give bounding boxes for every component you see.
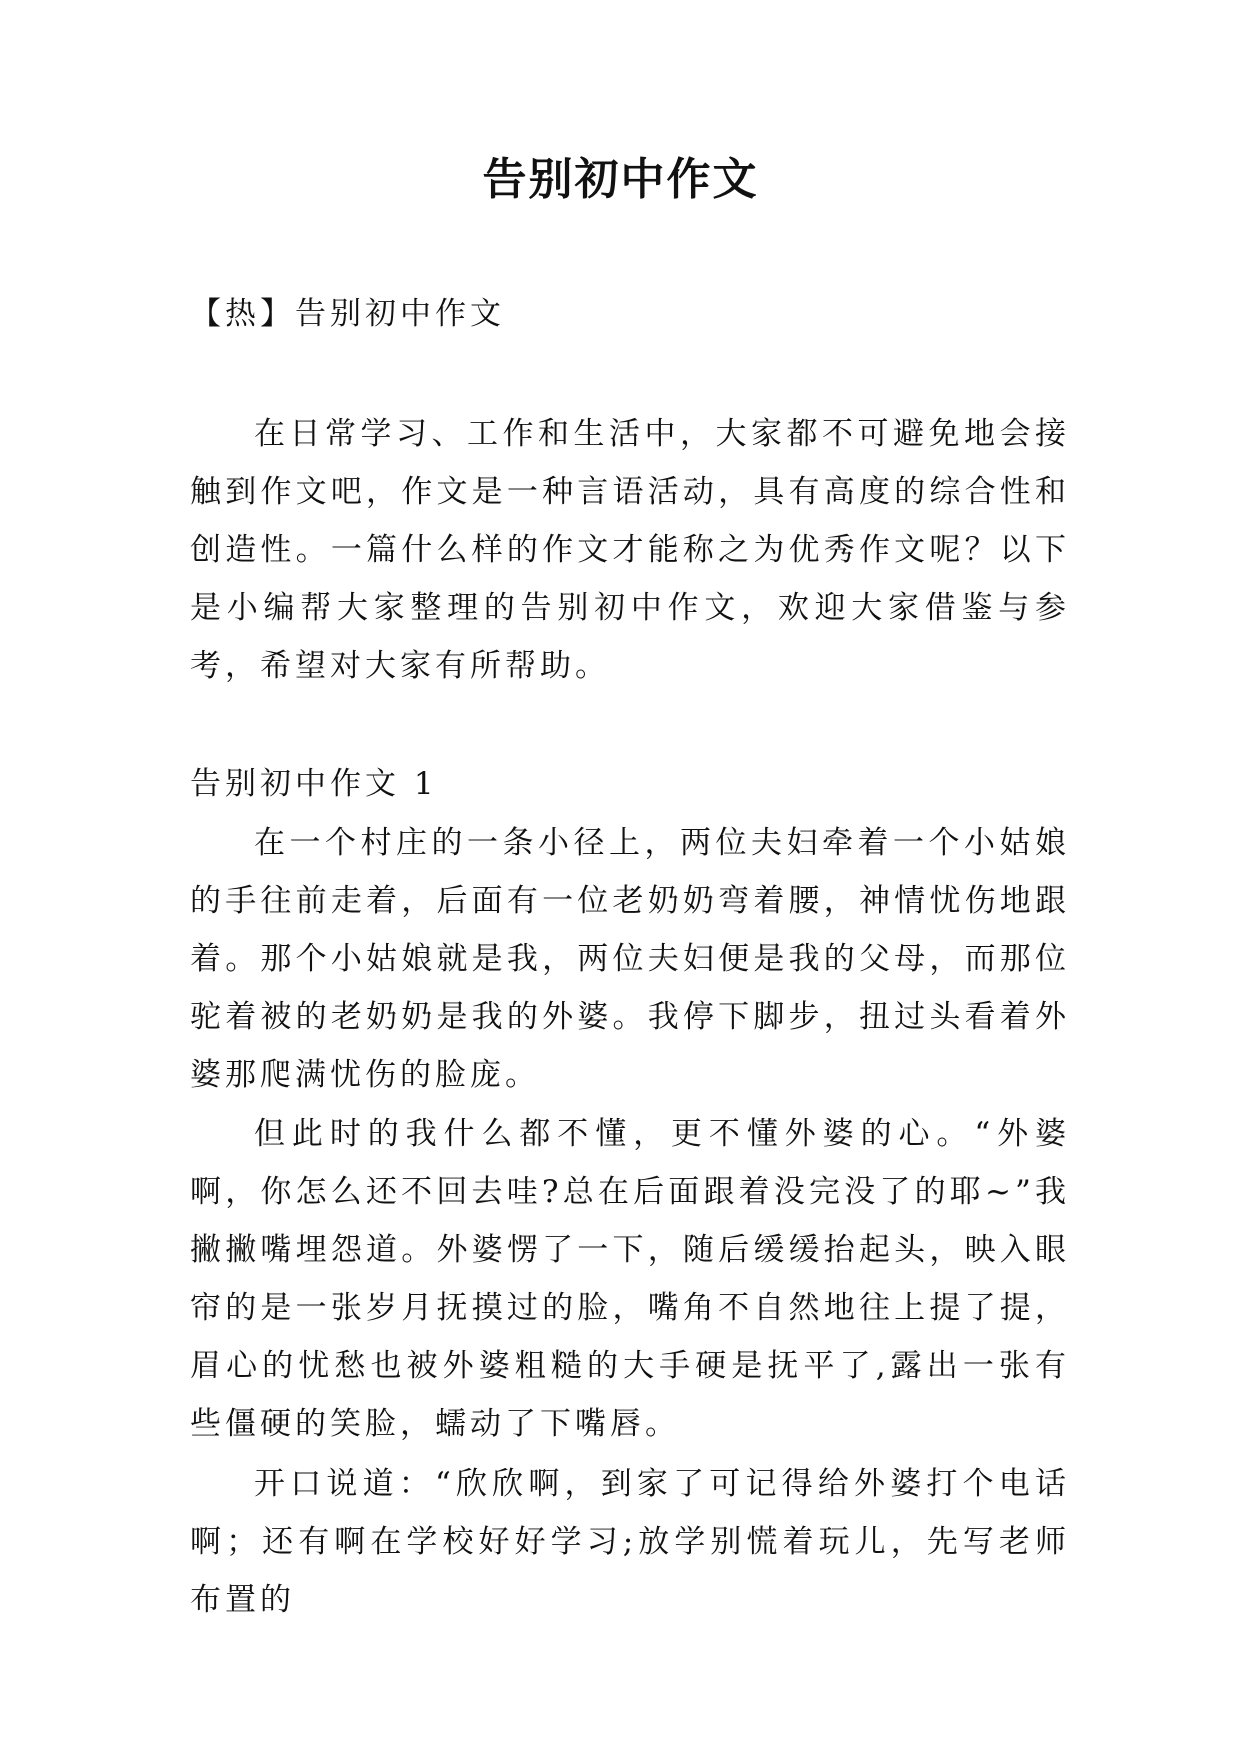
intro-paragraph: 在日常学习、工作和生活中，大家都不可避免地会接触到作文吧，作文是一种言语活动，具有高度的综合性和创造性。一篇什么样的作文才能称之为优秀作文呢？以下是小编帮大家整理的告别初中作文，欢迎大家借鉴与参考，希望对大家有所帮助。 (190, 416, 1070, 684)
document-title: 告别初中作文 (482, 154, 759, 205)
paragraph-2: 但此时的我什么都不懂，更不懂外婆的心。“外婆啊，你怎么还不回去哇?总在后面跟着没完没了的耶~”我撇撇嘴埋怨道。外婆愣了一下，随后缓缓抬起头，映入眼帘的是一张岁月抚摸过的脸，嘴角不自然地往上提了提，眉心的忧愁也被外婆粗糙的大手硬是抚平了,露出一张有些僵硬的笑脸，蠕动了下嘴唇。 (190, 1116, 1070, 1442)
document-subtitle: 【热】告别初中作文 (190, 296, 505, 332)
paragraph-3: 开口说道：“欣欣啊，到家了可记得给外婆打个电话啊；还有啊在学校好好学习;放学别慌着玩儿，先写老师布置的 (190, 1466, 1070, 1618)
paragraph-1: 在一个村庄的一条小径上，两位夫妇牵着一个小姑娘的手往前走着，后面有一位老奶奶弯着腰，神情忧伤地跟着。那个小姑娘就是我，两位夫妇便是我的父母，而那位驼着被的老奶奶是我的外婆。我停下脚步，扭过头看着外婆那爬满忧伤的脸庞。 (190, 825, 1070, 1093)
section-heading: 告别初中作文 1 (190, 766, 438, 802)
